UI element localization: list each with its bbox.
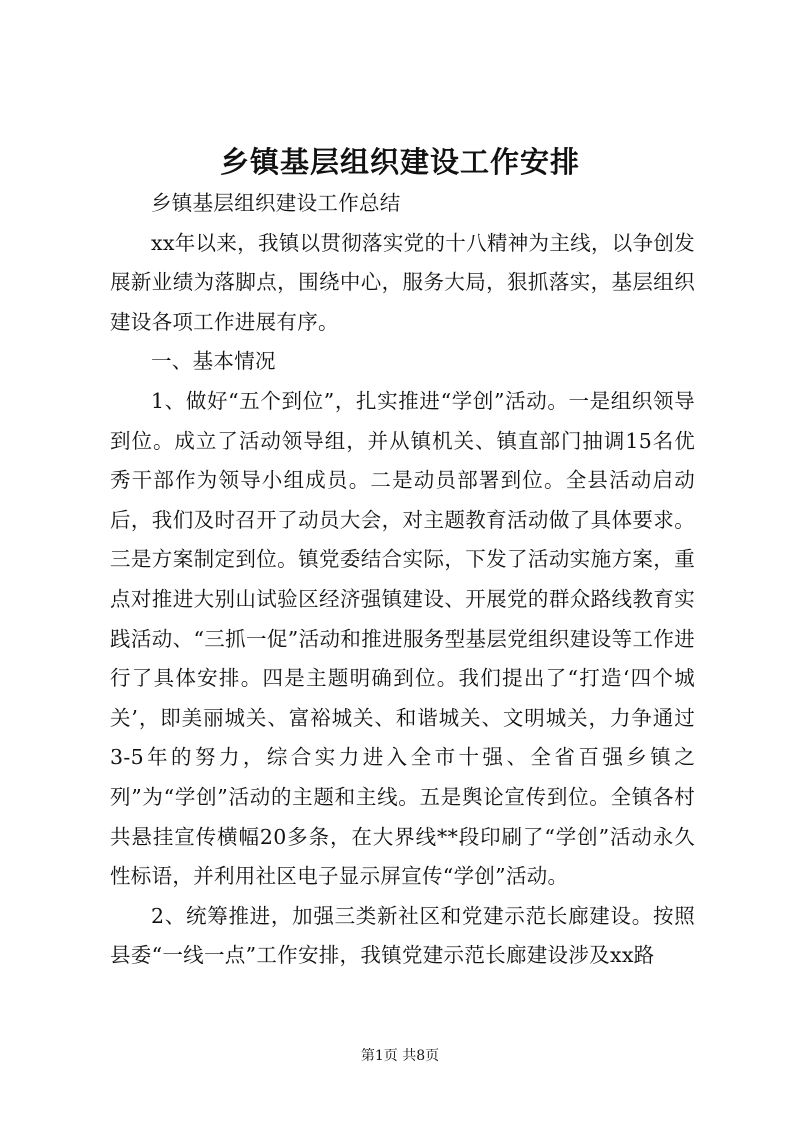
document-title: 乡镇基层组织建设工作安排	[219, 145, 580, 179]
section-heading-basic-situation: 一、基本情况	[151, 349, 276, 374]
page-footer: 第1页 共8页	[360, 1048, 440, 1064]
paragraph-item-2: 2、统筹推进，加强三类新社区和党建示范长廊建设。按照县委“一线一点”工作安排，我镇党建示范长廊建设涉及xx路	[110, 903, 695, 968]
paragraph-item-1: 1、做好“五个到位”，扎实推进“学创”活动。一是组织领导到位。成立了活动领导组，并从镇机关、镇直部门抽调15名优秀干部作为领导小组成员。二是动员部署到位。全县活动启动后，我们及时召开了动员大会，对主题教育活动做了具体要求。三是方案制定到位。镇党委结合实际，下发了活动实施方案，重点对推进大别山试验区经济强镇建设、开展党的群众路线教育实践活动、“三抓一促”活动和推进服务型基层党组织建设等工作进行了具体安排。四是主题明确到位。我们提出了“打造‘四个城关’，即美丽城关、富裕城关、和谐城关、文明城关，力争通过3-5年的努力，综合实力进入全市十强、全省百强乡镇之列”为“学创”活动的主题和主线。五是舆论宣传到位。全镇各村共悬挂宣传横幅20多条，在大界线**段印刷了“学创”活动永久性标语，并利用社区电子显示屏宣传“学创”活动。	[110, 388, 695, 889]
paragraph-subtitle: 乡镇基层组织建设工作总结	[151, 191, 401, 215]
paragraph-intro: xx年以来，我镇以贯彻落实党的十八精神为主线，以争创发展新业绩为落脚点，围绕中心，服务大局，狠抓落实，基层组织建设各项工作进展有序。	[110, 230, 695, 334]
document-body	[110, 184, 695, 976]
